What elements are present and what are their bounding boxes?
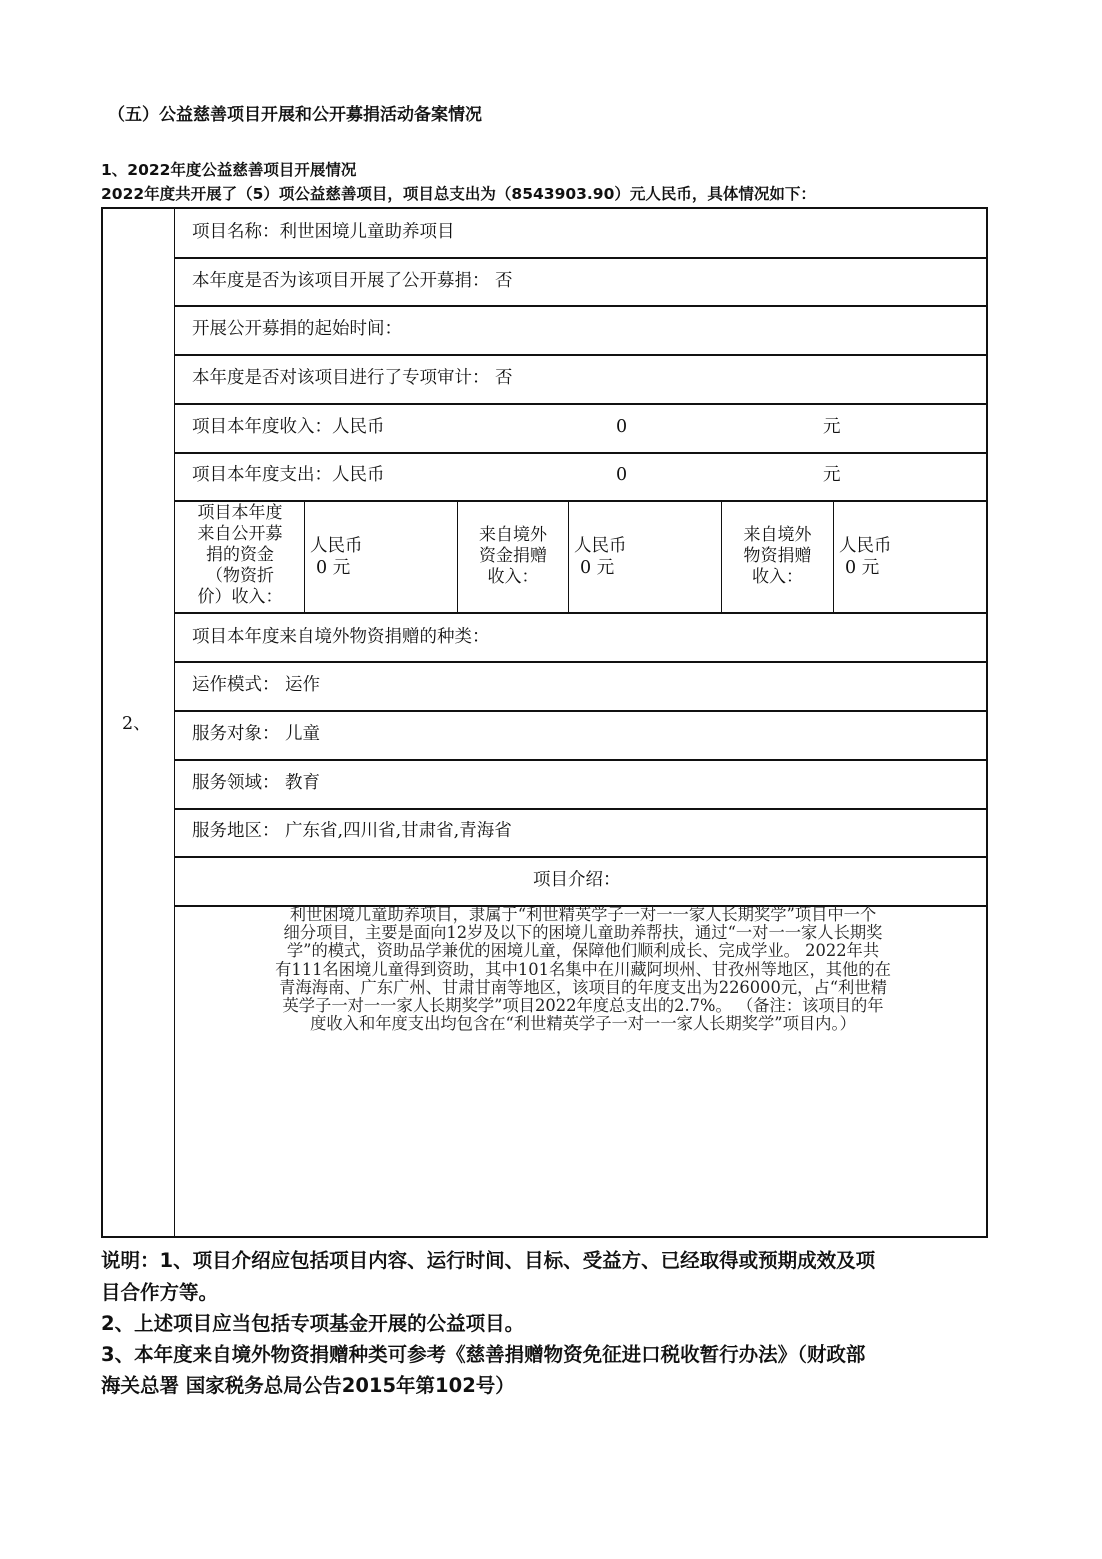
intro-heading: 项目介绍： [533, 870, 621, 890]
column-divider [304, 501, 305, 612]
expense-label: 项目本年度支出：人民币 [192, 465, 385, 485]
note-line: 2、上述项目应当包括专项基金开展的公益项目。 [101, 1312, 525, 1335]
row-divider [175, 500, 987, 502]
fundraising-start-time: 开展公开募捐的起始时间： [192, 319, 402, 339]
label-line: 来自境外 [743, 525, 812, 545]
foreign-goods-label [724, 525, 831, 588]
label-line: 收入： [487, 567, 539, 587]
row-divider [175, 452, 987, 454]
row-divider [175, 305, 987, 307]
intro-line: 度收入和年度支出均包含在“利世精英学子一对一一家人长期奖学”项目内。） [310, 1014, 856, 1034]
project-name: 项目名称：利世困境儿童助养项目 [192, 222, 455, 242]
label-line: 来自境外 [479, 525, 547, 545]
expense-value: 0 [616, 465, 628, 485]
column-divider [721, 501, 722, 612]
row-divider [175, 354, 987, 356]
foreign-goods-value: 0 元 [845, 558, 880, 578]
label-line: 捐的资金 [206, 545, 274, 565]
public-funds-label [178, 503, 302, 608]
expense-unit: 元 [823, 465, 841, 485]
public-fundraising-status: 本年度是否为该项目开展了公开募捐： 否 [192, 271, 513, 291]
row-divider [175, 710, 987, 712]
foreign-goods-types: 项目本年度来自境外物资捐赠的种类： [192, 627, 490, 647]
subheading: 1、2022年度公益慈善项目开展情况 [101, 161, 357, 179]
note-line: 目合作方等。 [101, 1281, 219, 1304]
intro-line: 有111名困境儿童得到资助，其中101名集中在川藏阿坝州、甘孜州等地区，其他的在 [275, 959, 891, 979]
row-divider [175, 759, 987, 761]
foreign-money-value: 0 元 [580, 558, 615, 578]
intro-line: 青海海南、广东广州、甘肃甘南等地区，该项目的年度支出为226000元，占“利世精 [279, 977, 887, 997]
label-line: 物资捐赠 [743, 546, 812, 566]
foreign-money-label [460, 525, 566, 588]
intro-line: 细分项目，主要是面向12岁及以下的困境儿童助养帮扶，通过“一对一一家人长期奖 [283, 923, 883, 943]
income-unit: 元 [823, 417, 841, 437]
row-divider [175, 403, 987, 405]
label-line: （物资折 [206, 566, 274, 586]
project-table [101, 207, 988, 1238]
foreign-money-currency: 人民币 [574, 536, 627, 556]
row-divider [175, 612, 987, 614]
special-audit-status: 本年度是否对该项目进行了专项审计： 否 [192, 368, 513, 388]
row-divider [175, 661, 987, 663]
intro-line: 英学子一对一一家人长期奖学”项目2022年度总支出的2.7%。 （备注：该项目的年 [282, 996, 884, 1016]
service-area: 服务地区： 广东省,四川省,甘肃省,青海省 [192, 821, 512, 841]
row-divider [175, 257, 987, 259]
column-divider [174, 208, 175, 1238]
intro-line: 利世困境儿童助养项目，隶属于“利世精英学子一对一一家人长期奖学”项目中一个 [289, 905, 877, 924]
column-divider [457, 501, 458, 612]
operation-mode: 运作模式： 运作 [192, 675, 321, 695]
public-funds-currency: 人民币 [310, 536, 363, 556]
row-divider [175, 856, 987, 858]
foreign-goods-currency: 人民币 [839, 536, 892, 556]
income-value: 0 [616, 417, 628, 437]
public-funds-value: 0 元 [316, 558, 351, 578]
service-target: 服务对象： 儿童 [192, 724, 321, 744]
project-introduction [195, 906, 971, 1033]
row-number: 2、 [122, 714, 151, 734]
label-line: 来自公开募 [197, 524, 283, 544]
column-divider [568, 501, 569, 612]
income-label: 项目本年度收入：人民币 [192, 417, 385, 437]
summary-line: 2022年度共开展了（5）项公益慈善项目，项目总支出为（8543903.90）元人民币，具体情况如下： [101, 185, 816, 203]
row-divider [175, 808, 987, 810]
note-line: 说明：1、项目介绍应包括项目内容、运行时间、目标、受益方、已经取得或预期成效及项 [101, 1249, 876, 1272]
intro-line: 学”的模式，资助品学兼优的困境儿童，保障他们顺利成长、完成学业。 2022年共 [286, 941, 880, 961]
note-line: 3、本年度来自境外物资捐赠种类可参考《慈善捐赠物资免征进口税收暂行办法》（财政部 [101, 1343, 866, 1366]
label-line: 收入： [752, 567, 803, 587]
note-line: 海关总署 国家税务总局公告2015年第102号） [101, 1374, 515, 1397]
service-field: 服务领域： 教育 [192, 773, 321, 793]
column-divider [833, 501, 834, 612]
label-line: 项目本年度 [197, 503, 283, 523]
label-line: 资金捐赠 [479, 546, 547, 566]
label-line: 价）收入： [197, 587, 283, 607]
section-title: （五）公益慈善项目开展和公开募捐活动备案情况 [108, 105, 482, 125]
